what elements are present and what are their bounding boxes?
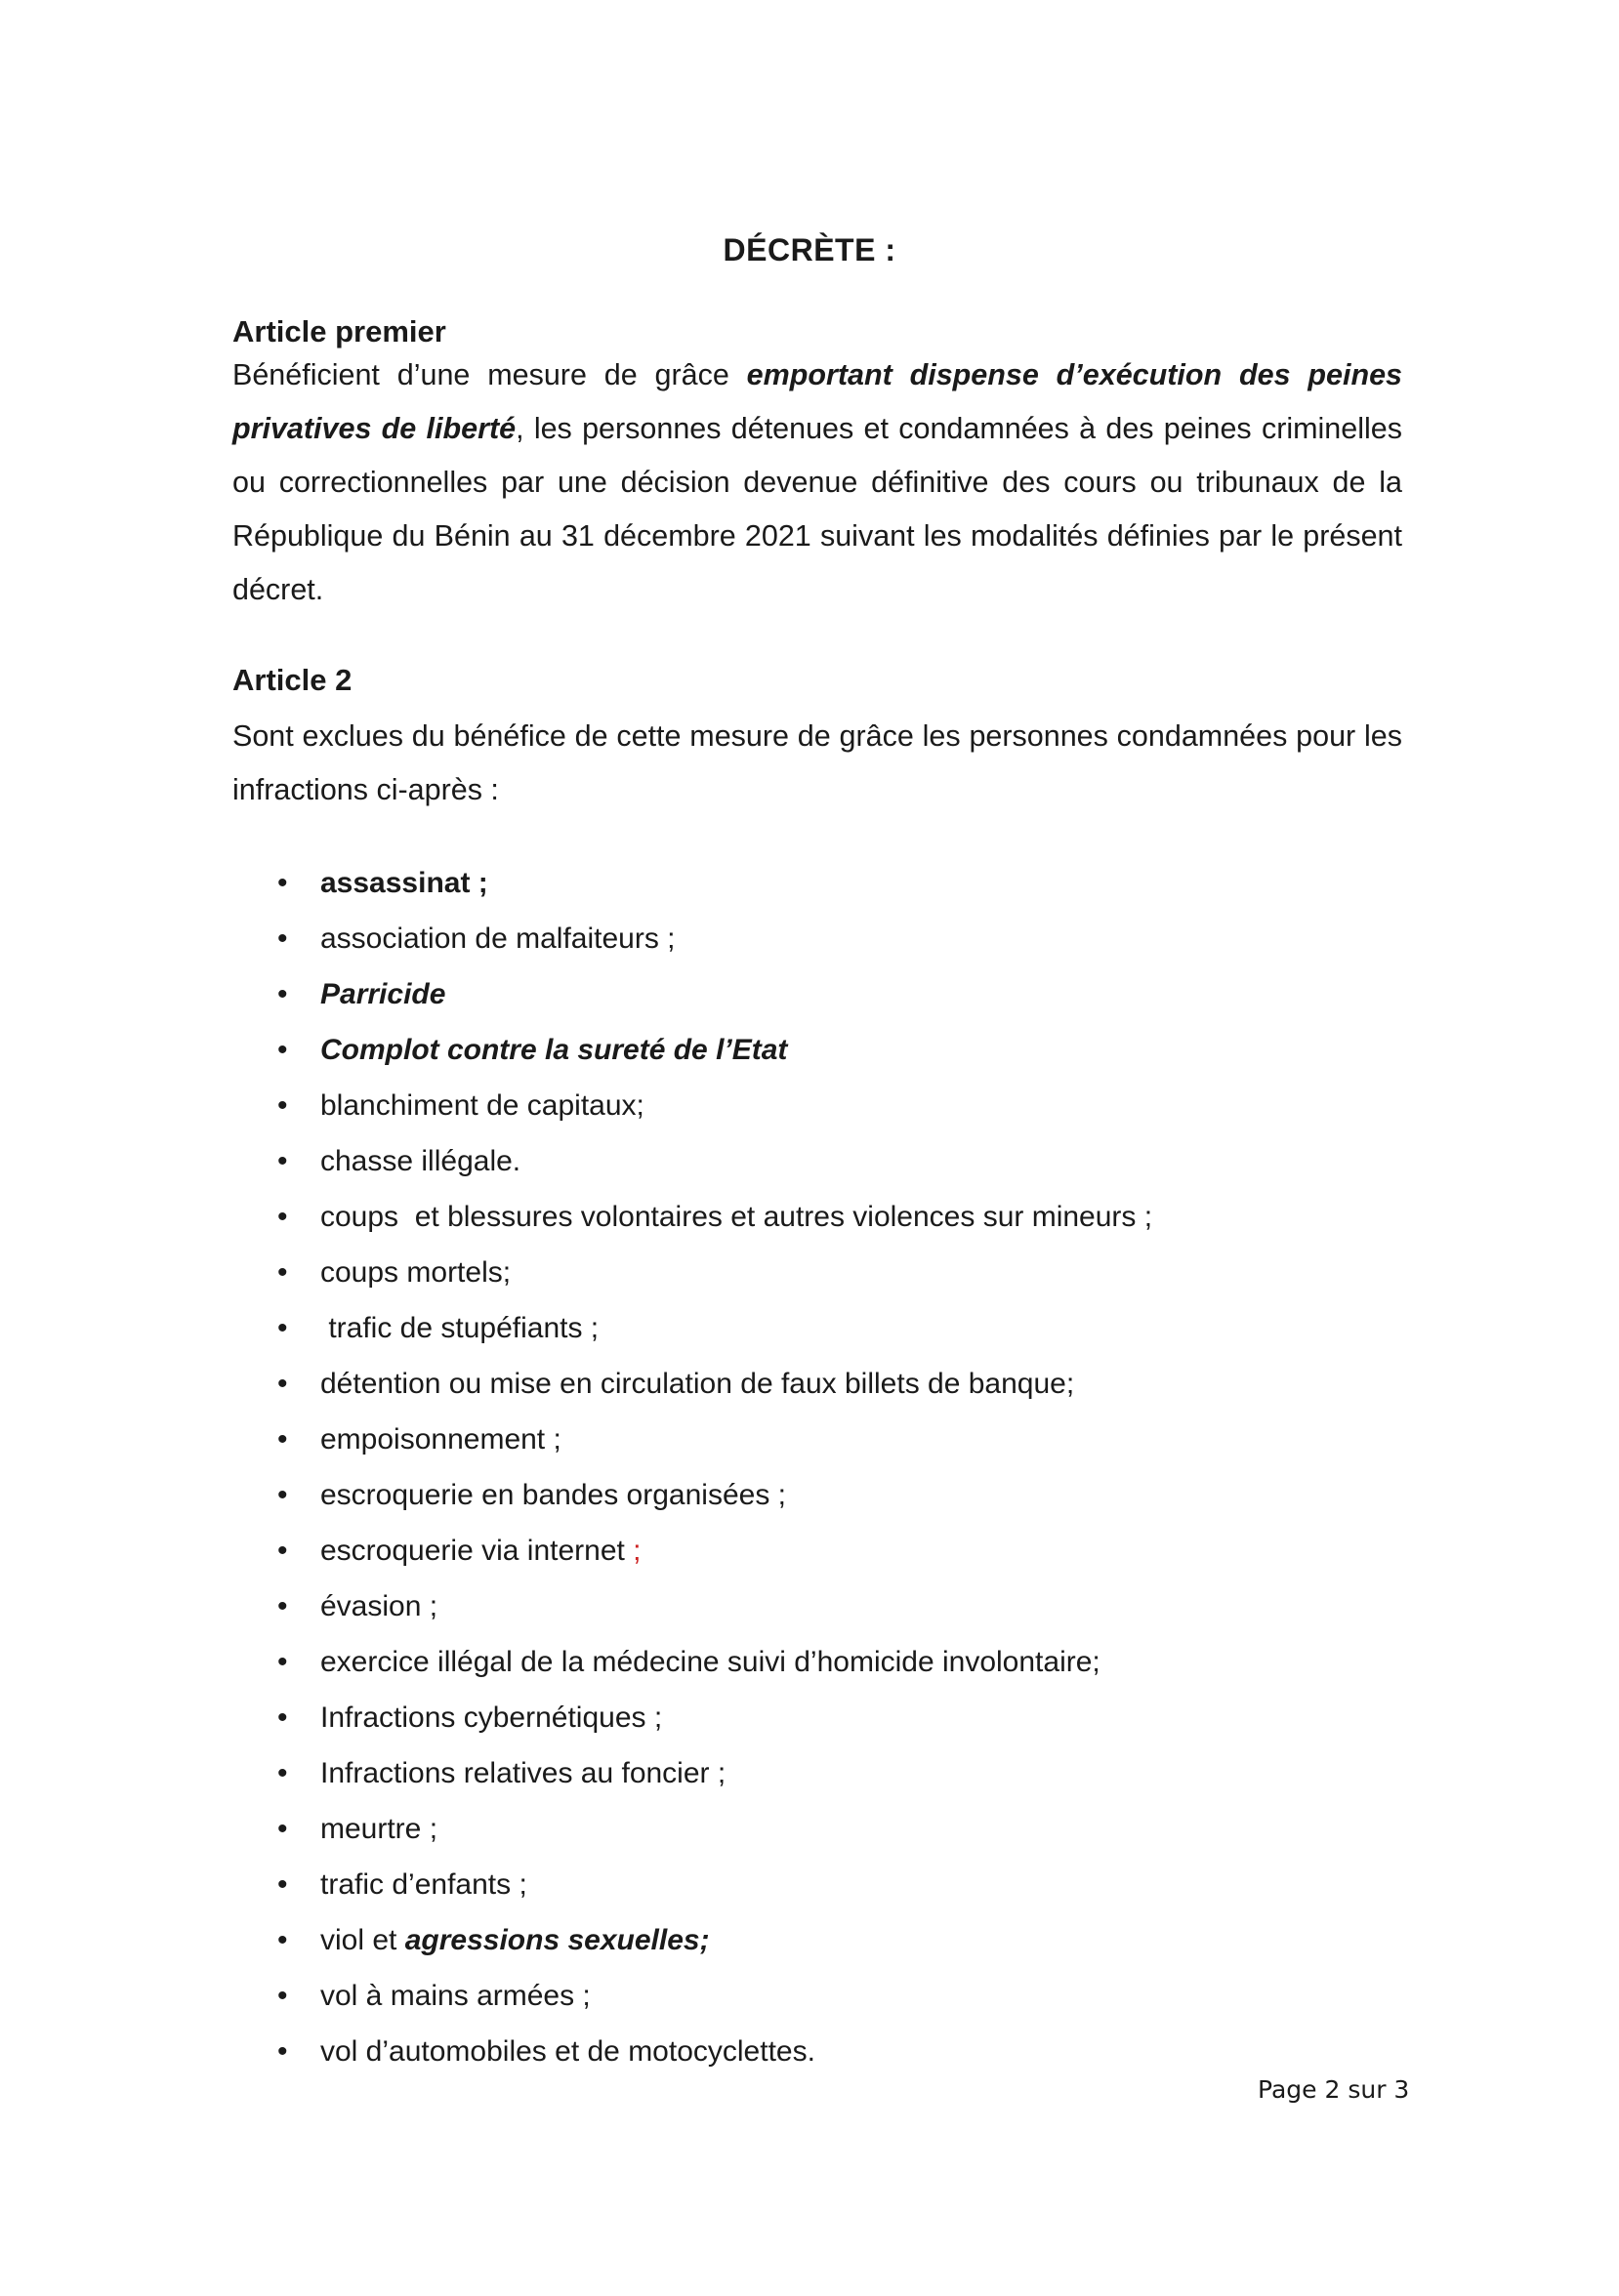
bullet-icon: •	[277, 1813, 288, 1845]
article-1-text-after: , les personnes détenues et condamnées à des peines criminelles ou correctionnelles par une décision devenue définitive des cours ou tribunaux de la République du Bénin au 31 décembre 2021 suivant les modalités définies par le présent décret.	[232, 412, 1402, 606]
list-item: • blanchiment de capitaux;	[232, 1078, 1404, 1133]
list-item: • Infractions relatives au foncier ;	[232, 1745, 1404, 1801]
page-number: Page 2 sur 3	[1258, 2075, 1410, 2104]
list-item: • coups et blessures volontaires et autres violences sur mineurs ;	[232, 1189, 1404, 1245]
decree-heading: DÉCRÈTE :	[723, 232, 896, 267]
list-item: • escroquerie en bandes organisées ;	[232, 1467, 1404, 1523]
bullet-icon: •	[277, 1535, 288, 1567]
list-item: • Parricide	[232, 966, 1404, 1022]
list-item: • détention ou mise en circulation de faux billets de banque;	[232, 1356, 1404, 1412]
list-item: • Infractions cybernétiques ;	[232, 1690, 1404, 1745]
bullet-icon: •	[277, 1089, 288, 1122]
bullet-icon: •	[277, 1368, 288, 1400]
article-2-text: Sont exclues du bénéfice de cette mesure de grâce les personnes condamnées pour les infractions ci-après :	[232, 719, 1402, 806]
bullet-icon: •	[277, 1924, 288, 1956]
list-item: • évasion ;	[232, 1578, 1404, 1634]
list-item: • trafic de stupéfiants ;	[232, 1300, 1404, 1356]
bullet-icon: •	[277, 1256, 288, 1289]
list-item: • meurtre ;	[232, 1801, 1404, 1857]
bullet-icon: •	[277, 1702, 288, 1734]
article-1-text	[232, 348, 1402, 617]
bullet-icon: •	[277, 1646, 288, 1678]
article-1-text-before: Bénéficient d’une mesure de grâce	[232, 358, 747, 391]
bullet-icon: •	[277, 1757, 288, 1789]
list-item: • viol et agressions sexuelles;	[232, 1912, 1404, 1968]
list-item: • exercice illégal de la médecine suivi d’homicide involontaire;	[232, 1634, 1404, 1690]
excluded-offenses-list	[232, 855, 1404, 2079]
bullet-icon: •	[277, 978, 288, 1010]
bullet-icon: •	[277, 1479, 288, 1511]
bullet-icon: •	[277, 1590, 288, 1622]
list-item: • vol à mains armées ;	[232, 1968, 1404, 2024]
list-item: • coups mortels;	[232, 1245, 1404, 1300]
list-item: • Complot contre la sureté de l’Etat	[232, 1022, 1404, 1078]
list-item: • chasse illégale.	[232, 1133, 1404, 1189]
bullet-icon: •	[277, 1145, 288, 1177]
list-item: • empoisonnement ;	[232, 1412, 1404, 1467]
list-item: • association de malfaiteurs ;	[232, 911, 1404, 966]
article-1-emphasis: emportant dispense d’exécution des peines privatives de liberté	[232, 358, 1403, 445]
list-item: • escroquerie via internet ;	[232, 1523, 1404, 1578]
bullet-icon: •	[277, 1201, 288, 1233]
article-1-title: Article premier	[232, 314, 446, 348]
bullet-icon: •	[277, 1980, 288, 2012]
bullet-icon: •	[277, 1423, 288, 1456]
bullet-icon: •	[277, 867, 288, 899]
bullet-icon: •	[277, 2035, 288, 2068]
article-2-title: Article 2	[232, 663, 353, 697]
bullet-icon: •	[277, 1312, 288, 1344]
bullet-icon: •	[277, 1868, 288, 1901]
list-item: • vol d’automobiles et de motocyclettes.	[232, 2024, 1404, 2079]
list-item: • trafic d’enfants ;	[232, 1857, 1404, 1912]
bullet-icon: •	[277, 1034, 288, 1066]
list-item: • assassinat ;	[232, 855, 1404, 911]
bullet-icon: •	[277, 922, 288, 955]
